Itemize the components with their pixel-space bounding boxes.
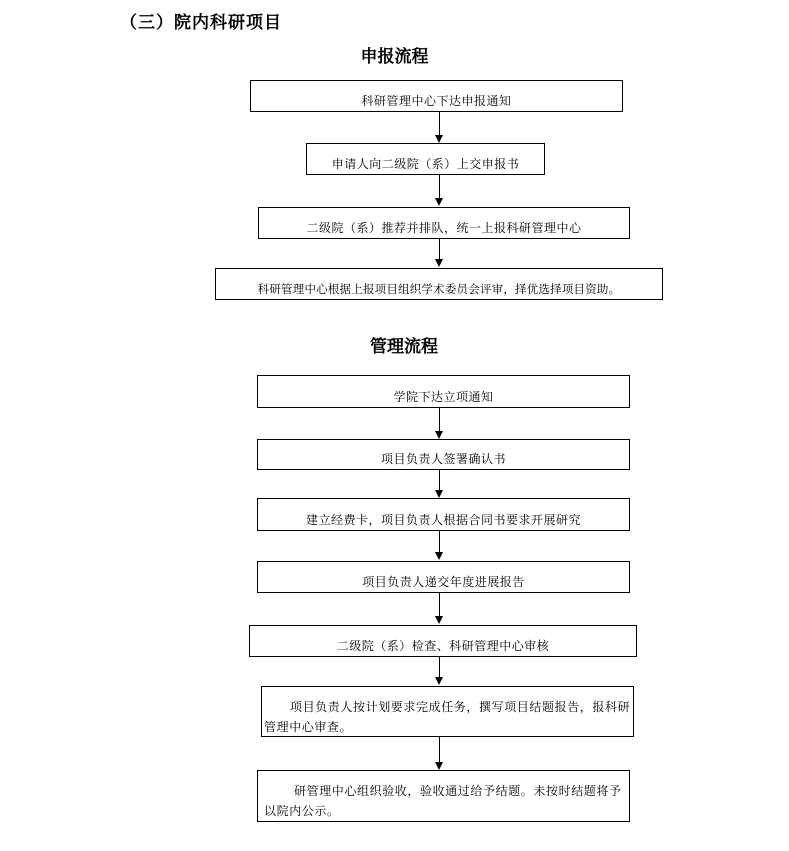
management-step-7-text: 研管理中心组织验收，验收通过给予结题。未按时结题将予以院内公示。 bbox=[264, 784, 622, 818]
application-step-1 bbox=[250, 80, 623, 112]
management-flow-title: 管理流程 bbox=[370, 337, 438, 357]
management-step-4-text: 项目负责人递交年度进展报告 bbox=[362, 575, 525, 589]
application-step-2-text: 申请人向二级院（系）上交申报书 bbox=[331, 157, 520, 171]
management-step-6 bbox=[261, 686, 634, 737]
section-heading: （三）院内科研项目 bbox=[120, 13, 282, 33]
management-step-6-text: 项目负责人按计划要求完成任务，撰写项目结题报告，报科研管理中心审查。 bbox=[264, 700, 631, 734]
management-step-3 bbox=[257, 498, 630, 531]
application-step-3-text: 二级院（系）推荐并排队，统一上报科研管理中心 bbox=[306, 221, 582, 235]
management-step-1-text: 学院下达立项通知 bbox=[393, 390, 494, 404]
application-step-2 bbox=[306, 143, 545, 175]
application-step-3 bbox=[258, 207, 630, 239]
management-step-1 bbox=[257, 375, 630, 408]
management-step-3-text: 建立经费卡，项目负责人根据合同书要求开展研究 bbox=[305, 513, 581, 527]
management-step-2 bbox=[257, 439, 630, 470]
management-step-4 bbox=[257, 561, 630, 593]
application-flow-title: 申报流程 bbox=[360, 47, 429, 67]
application-step-4 bbox=[215, 268, 663, 300]
management-step-2-text: 项目负责人签署确认书 bbox=[380, 452, 506, 466]
management-step-7 bbox=[257, 770, 630, 822]
management-step-5-text: 二级院（系）检查、科研管理中心审核 bbox=[336, 639, 550, 653]
application-step-4-text: 科研管理中心根据上报项目组织学术委员会评审，择优选择项目资助。 bbox=[257, 282, 621, 296]
management-step-5 bbox=[249, 625, 637, 657]
application-step-1-text: 科研管理中心下达申报通知 bbox=[361, 94, 512, 108]
